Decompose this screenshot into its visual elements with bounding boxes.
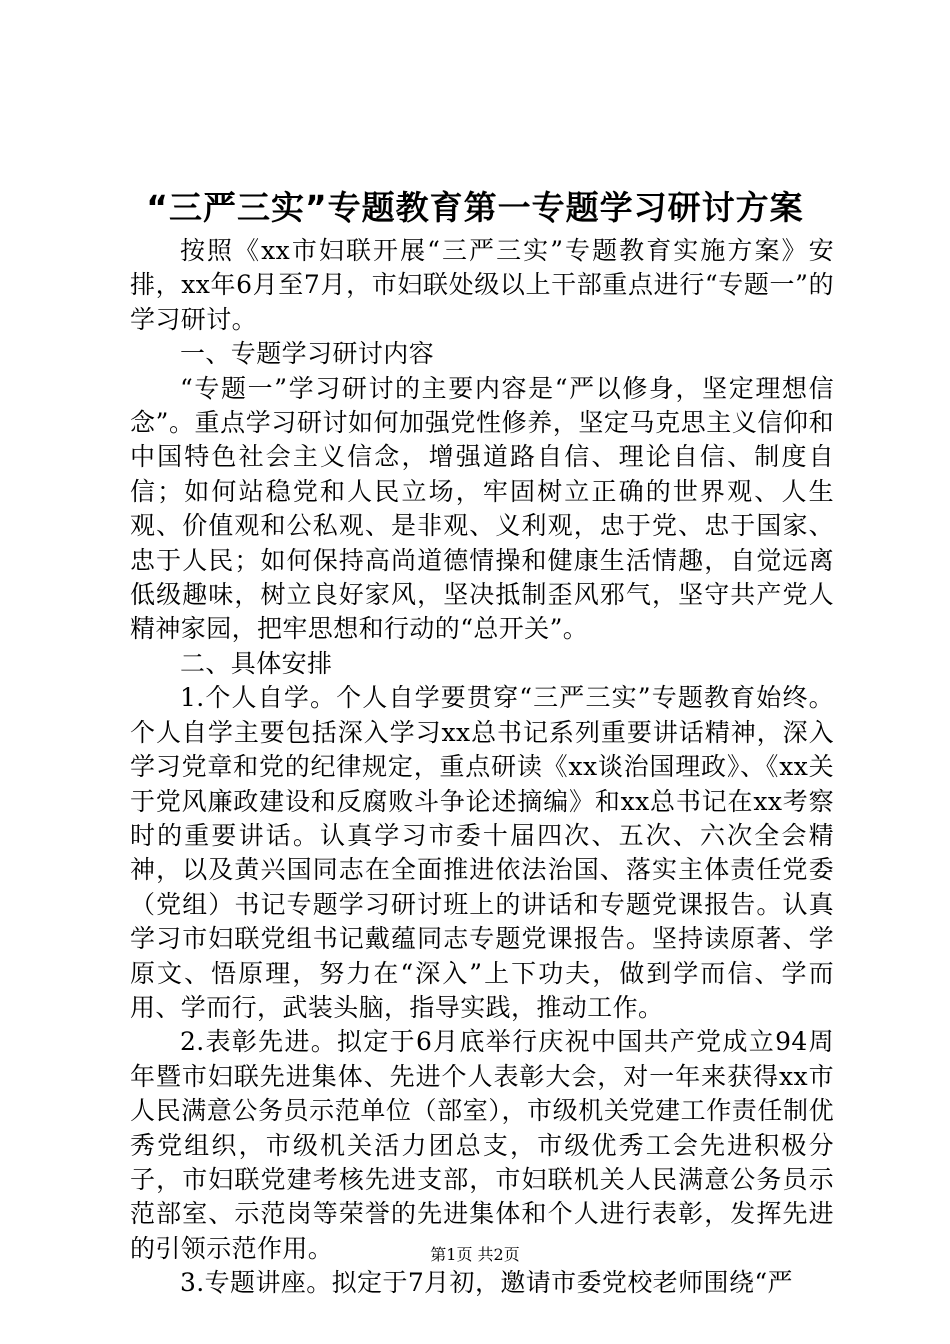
section-heading-1: 一、专题学习研讨内容	[180, 339, 435, 369]
paragraph-intro: 按照《xx市妇联开展“三严三实”专题教育实施方案》安排，xx年6月至7月，市妇联处级以上干部重点进行“专题一”的学习研讨。	[130, 236, 834, 334]
paragraph-self-study: 1.个人自学。个人自学要贯穿“三严三实”专题教育始终。个人自学主要包括深入学习xx总书记系列重要讲话精神，深入学习党章和党的纪律规定，重点研读《xx谈治国理政》、《xx关于党风廉政建设和反腐败斗争论述摘编》和xx总书记在xx考察时的重要讲话。认真学习市委十届四次、五次、六次全会精神，以及黄兴国同志在全面推进依法治国、落实主体责任党委（党组）书记专题学习研讨班上的讲话和专题党课报告。认真学习市妇联党组书记戴蕴同志专题党课报告。坚持读原著、学原文、悟原理，努力在“深入”上下功夫，做到学而信、学而用、学而行，武装头脑，指导实践，推动工作。	[130, 683, 834, 1022]
paragraph-lecture: 3.专题讲座。拟定于7月初，邀请市委党校老师围绕“严	[180, 1268, 793, 1298]
paragraph-commendation: 2.表彰先进。拟定于6月底举行庆祝中国共产党成立94周年暨市妇联先进集体、先进个人表彰大会，对一年来获得xx市人民满意公务员示范单位（部室），市级机关党建工作责任制优秀党组织，市级机关活力团总支，市级优秀工会先进积极分子，市妇联党建考核先进支部，市妇联机关人民满意公务员示范部室、示范岗等荣誉的先进集体和个人进行表彰，发挥先进的引领示范作用。	[130, 1027, 834, 1263]
document-title: “三严三实”专题教育第一专题学习研讨方案	[146, 188, 804, 227]
paragraph-content: “专题一”学习研讨的主要内容是“严以修身，坚定理想信念”。重点学习研讨如何加强党性修养，坚定马克思主义信仰和中国特色社会主义信念，增强道路自信、理论自信、制度自信；如何站稳党和人民立场，牢固树立正确的世界观、人生观、价值观和公私观、是非观、义利观，忠于党、忠于国家、忠于人民；如何保持高尚道德情操和健康生活情趣，自觉远离低级趣味，树立良好家风，坚决抵制歪风邪气，坚守共产党人精神家园，把牢思想和行动的“总开关”。	[130, 373, 834, 644]
page-number-footer: 第1页 共2页	[430, 1245, 520, 1264]
section-heading-2: 二、具体安排	[180, 648, 333, 678]
document-body	[130, 234, 834, 1301]
